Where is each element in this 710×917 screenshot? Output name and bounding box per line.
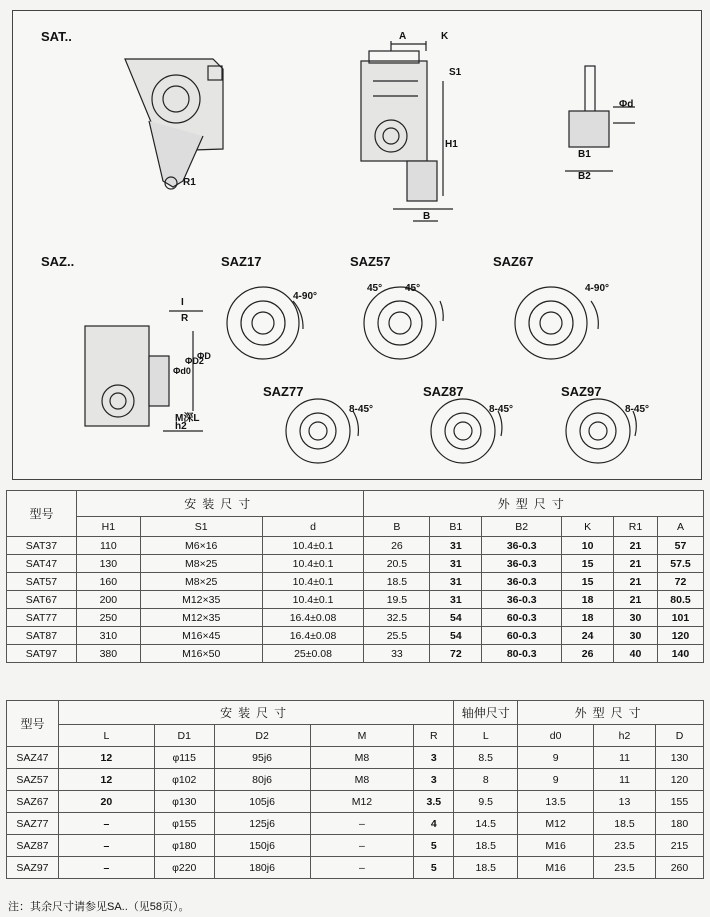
cell: 105j6	[214, 791, 310, 813]
cell: 110	[76, 537, 140, 555]
cell: 5	[414, 857, 454, 879]
angle-saz77: 8-45°	[349, 404, 374, 415]
cell: 15	[562, 573, 614, 591]
sat-col-s1: S1	[140, 517, 262, 537]
table-row	[7, 573, 704, 591]
view-saz77: SAZ77	[263, 384, 304, 399]
sat-model-header: 型号	[7, 491, 77, 537]
cell: 14.5	[454, 813, 518, 835]
sat-col-h1: H1	[76, 517, 140, 537]
angle-saz17: 4-90°	[293, 291, 318, 302]
cell: 215	[655, 835, 703, 857]
cell: M8×25	[140, 555, 262, 573]
table-row	[7, 813, 704, 835]
dim-k: K	[441, 31, 449, 42]
cell: 54	[430, 627, 482, 645]
cell: SAZ97	[7, 857, 59, 879]
cell: M16×45	[140, 627, 262, 645]
cell: 160	[76, 573, 140, 591]
cell: 21	[614, 591, 658, 609]
cell: 380	[76, 645, 140, 663]
cell: 18.5	[454, 835, 518, 857]
cell: 31	[430, 537, 482, 555]
cell: 10	[562, 537, 614, 555]
cell: φ115	[154, 747, 214, 769]
cell: –	[58, 857, 154, 879]
cell: 32.5	[364, 609, 430, 627]
saz-dimension-table	[6, 700, 704, 879]
cell: 95j6	[214, 747, 310, 769]
cell: 30	[614, 627, 658, 645]
cell: 40	[614, 645, 658, 663]
cell: M16	[518, 835, 594, 857]
cell: 31	[430, 591, 482, 609]
cell: 24	[562, 627, 614, 645]
sat-outline-header: 外型尺寸	[364, 491, 704, 517]
cell: 72	[430, 645, 482, 663]
cell: SAZ67	[7, 791, 59, 813]
sat-col-d: d	[262, 517, 364, 537]
cell: SAZ77	[7, 813, 59, 835]
cell: 250	[76, 609, 140, 627]
cell: 9.5	[454, 791, 518, 813]
cell: 26	[562, 645, 614, 663]
saz-col-d2: D2	[214, 725, 310, 747]
cell: 10.4±0.1	[262, 591, 364, 609]
table-row	[7, 645, 704, 663]
cell: 125j6	[214, 813, 310, 835]
cell: SAT47	[7, 555, 77, 573]
view-saz97: SAZ97	[561, 384, 602, 399]
angle-saz57-a: 45°	[367, 283, 383, 294]
dim-b: B	[423, 211, 431, 222]
saz-col-shaft-l: L	[454, 725, 518, 747]
view-saz87: SAZ87	[423, 384, 464, 399]
cell: M8	[310, 769, 414, 791]
cell: 12	[58, 769, 154, 791]
dim-h2: h2	[175, 421, 187, 432]
sat-title: SAT..	[41, 29, 72, 44]
cell: 25±0.08	[262, 645, 364, 663]
cell: 200	[76, 591, 140, 609]
saz-col-d1: D1	[154, 725, 214, 747]
cell: 20.5	[364, 555, 430, 573]
cell: 310	[76, 627, 140, 645]
table-row	[7, 769, 704, 791]
cell: 260	[655, 857, 703, 879]
dim-d-outer: ΦD	[197, 351, 211, 361]
cell: 31	[430, 573, 482, 591]
cell: 180j6	[214, 857, 310, 879]
cell: 8	[454, 769, 518, 791]
cell: 140	[657, 645, 703, 663]
cell: 18.5	[454, 857, 518, 879]
dim-b2: B2	[578, 171, 591, 182]
technical-drawing	[12, 10, 702, 480]
cell: 26	[364, 537, 430, 555]
cell: 10.4±0.1	[262, 537, 364, 555]
cell: 36-0.3	[482, 573, 562, 591]
cell: 101	[657, 609, 703, 627]
cell: M8	[310, 747, 414, 769]
table-row	[7, 747, 704, 769]
cell: 18.5	[594, 813, 656, 835]
sat-col-r1: R1	[614, 517, 658, 537]
angle-saz67: 4-90°	[585, 283, 610, 294]
cell: 60-0.3	[482, 627, 562, 645]
cell: 20	[58, 791, 154, 813]
saz-col-r: R	[414, 725, 454, 747]
saz-title: SAZ..	[41, 254, 75, 269]
cell: SAT67	[7, 591, 77, 609]
cell: 25.5	[364, 627, 430, 645]
cell: 3	[414, 747, 454, 769]
cell: 23.5	[594, 857, 656, 879]
cell: M8×25	[140, 573, 262, 591]
cell: 60-0.3	[482, 609, 562, 627]
cell: 18	[562, 591, 614, 609]
cell: 130	[655, 747, 703, 769]
sat-col-b2: B2	[482, 517, 562, 537]
cell: 80j6	[214, 769, 310, 791]
cell: M12×35	[140, 609, 262, 627]
cell: 80-0.3	[482, 645, 562, 663]
cell: 3	[414, 769, 454, 791]
table-row	[7, 555, 704, 573]
cell: 13.5	[518, 791, 594, 813]
angle-saz57-b: 45°	[405, 283, 421, 294]
sat-install-header: 安装尺寸	[76, 491, 364, 517]
dim-d2: ΦD2	[185, 356, 204, 366]
cell: 33	[364, 645, 430, 663]
cell: 18	[562, 609, 614, 627]
cell: 155	[655, 791, 703, 813]
cell: SAT97	[7, 645, 77, 663]
cell: 180	[655, 813, 703, 835]
dim-m: M深L	[175, 413, 200, 424]
cell: 16.4±0.08	[262, 627, 364, 645]
cell: SAZ87	[7, 835, 59, 857]
sat-col-b: B	[364, 517, 430, 537]
cell: 120	[657, 627, 703, 645]
cell: 8.5	[454, 747, 518, 769]
cell: 15	[562, 555, 614, 573]
cell: SAT77	[7, 609, 77, 627]
cell: 21	[614, 555, 658, 573]
cell: 130	[76, 555, 140, 573]
cell: 18.5	[364, 573, 430, 591]
saz-model-header: 型号	[7, 701, 59, 747]
dim-r: R	[181, 313, 189, 324]
sat-col-k: K	[562, 517, 614, 537]
view-saz57: SAZ57	[350, 254, 391, 269]
cell: 57.5	[657, 555, 703, 573]
cell: 11	[594, 769, 656, 791]
cell: 72	[657, 573, 703, 591]
saz-col-d0: d0	[518, 725, 594, 747]
cell: M16	[518, 857, 594, 879]
cell: 10.4±0.1	[262, 555, 364, 573]
dim-d: Φd	[619, 99, 634, 110]
sat-dimension-table	[6, 490, 704, 663]
sat-col-a: A	[657, 517, 703, 537]
cell: M6×16	[140, 537, 262, 555]
saz-col-l: L	[58, 725, 154, 747]
cell: SAT87	[7, 627, 77, 645]
dim-h1: H1	[445, 139, 458, 150]
cell: 120	[655, 769, 703, 791]
cell: φ130	[154, 791, 214, 813]
cell: 150j6	[214, 835, 310, 857]
cell: 12	[58, 747, 154, 769]
cell: 3.5	[414, 791, 454, 813]
cell: SAT57	[7, 573, 77, 591]
cell: 13	[594, 791, 656, 813]
cell: –	[58, 835, 154, 857]
table-row	[7, 609, 704, 627]
table-row	[7, 835, 704, 857]
cell: 36-0.3	[482, 537, 562, 555]
cell: 5	[414, 835, 454, 857]
view-saz17: SAZ17	[221, 254, 262, 269]
cell: 23.5	[594, 835, 656, 857]
dim-a: A	[399, 31, 407, 42]
cell: 16.4±0.08	[262, 609, 364, 627]
cell: SAZ47	[7, 747, 59, 769]
cell: 21	[614, 537, 658, 555]
dim-b1: B1	[578, 149, 591, 160]
cell: –	[310, 835, 414, 857]
cell: 10.4±0.1	[262, 573, 364, 591]
saz-col-m: M	[310, 725, 414, 747]
cell: –	[310, 857, 414, 879]
cell: –	[310, 813, 414, 835]
angle-saz87: 8-45°	[489, 404, 514, 415]
cell: M16×50	[140, 645, 262, 663]
cell: SAZ57	[7, 769, 59, 791]
table-row	[7, 857, 704, 879]
footnote: 注：其余尺寸请参见SA..（见58页）。	[8, 901, 190, 913]
cell: 36-0.3	[482, 591, 562, 609]
view-saz67: SAZ67	[493, 254, 534, 269]
cell: M12	[310, 791, 414, 813]
cell: φ220	[154, 857, 214, 879]
cell: φ180	[154, 835, 214, 857]
angle-saz97: 8-45°	[625, 404, 650, 415]
table-row	[7, 791, 704, 813]
flange-views	[227, 287, 636, 463]
cell: 31	[430, 555, 482, 573]
dim-s1: S1	[449, 67, 462, 78]
saz-col-d: D	[655, 725, 703, 747]
cell: φ155	[154, 813, 214, 835]
cell: 54	[430, 609, 482, 627]
cell: M12	[518, 813, 594, 835]
cell: –	[58, 813, 154, 835]
cell: 19.5	[364, 591, 430, 609]
cell: 30	[614, 609, 658, 627]
cell: 4	[414, 813, 454, 835]
cell: 80.5	[657, 591, 703, 609]
cell: 9	[518, 769, 594, 791]
saz-shaft-header: 轴伸尺寸	[454, 701, 518, 725]
dim-d0: Φd0	[173, 366, 191, 376]
table-row	[7, 537, 704, 555]
cell: M12×35	[140, 591, 262, 609]
cell: 9	[518, 747, 594, 769]
saz-outline-header: 外型尺寸	[518, 701, 704, 725]
table-row	[7, 591, 704, 609]
saz-install-header: 安装尺寸	[58, 701, 453, 725]
dim-r1: R1	[183, 177, 196, 188]
saz-col-h2: h2	[594, 725, 656, 747]
cell: φ102	[154, 769, 214, 791]
cell: 36-0.3	[482, 555, 562, 573]
table-row	[7, 627, 704, 645]
dim-i: I	[181, 297, 184, 308]
cell: SAT37	[7, 537, 77, 555]
cell: 11	[594, 747, 656, 769]
cell: 57	[657, 537, 703, 555]
cell: 21	[614, 573, 658, 591]
sat-col-b1: B1	[430, 517, 482, 537]
